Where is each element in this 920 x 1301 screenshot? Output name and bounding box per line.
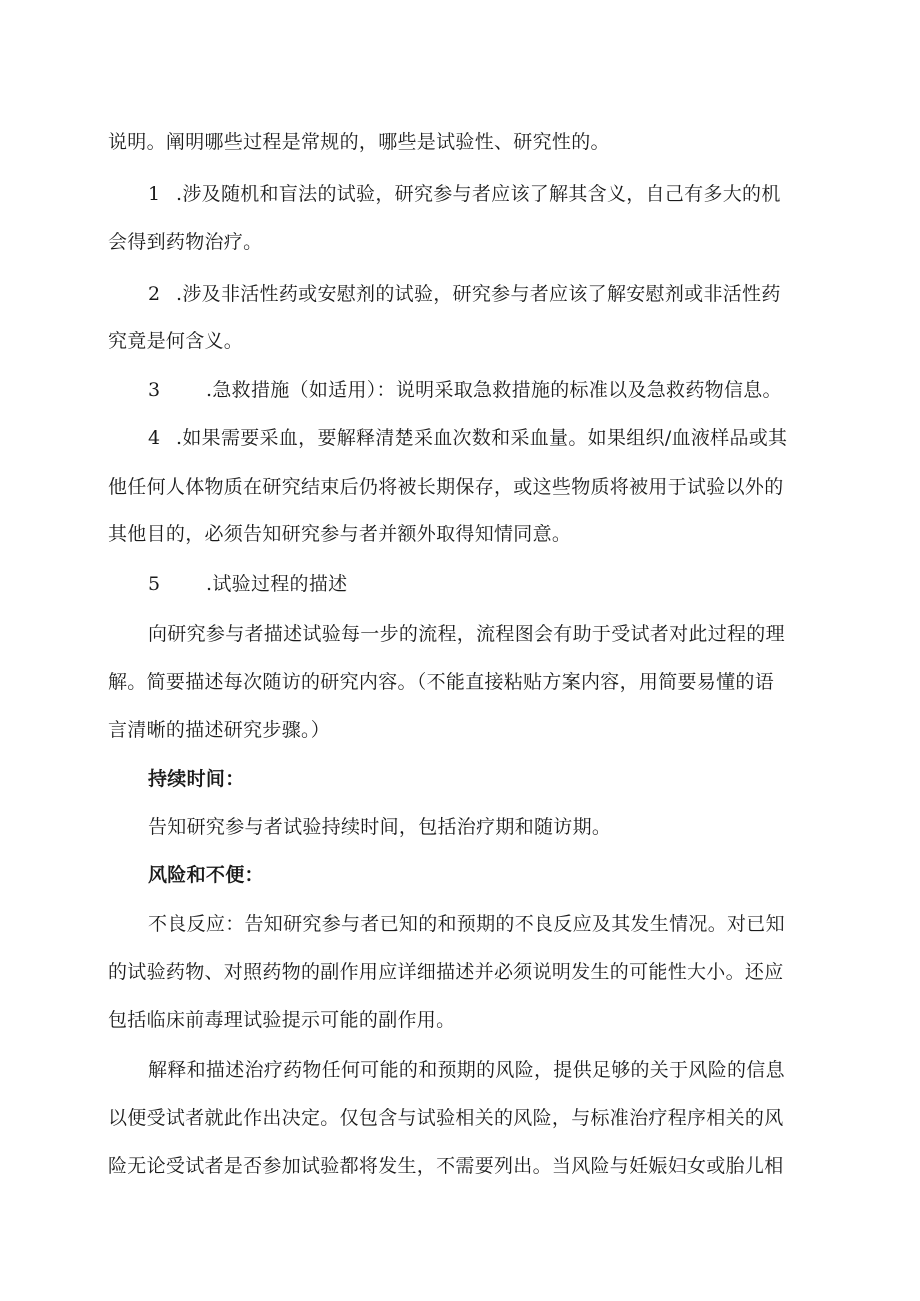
paragraph-line: 解释和描述治疗药物任何可能的和预期的风险，提供足够的关于风险的信息 xyxy=(148,1059,785,1081)
paragraph-line: 以便受试者就此作出决定。仅包含与试验相关的风险，与标准治疗程序相关的风 xyxy=(108,1107,784,1129)
list-text: .急救措施（如适用）：说明采取急救措施的标准以及急救药物信息。 xyxy=(206,379,782,401)
list-number: 4 xyxy=(148,427,161,449)
section-heading-risks: 风险和不便： xyxy=(148,864,264,886)
section-heading-duration: 持续时间： xyxy=(148,768,245,790)
paragraph-line: 他任何人体物质在研究结束后仍将被长期保存，或这些物质将被用于试验以外的 xyxy=(108,476,784,498)
paragraph-line: 究竟是何含义。 xyxy=(108,330,244,352)
list-item-5 xyxy=(148,572,347,596)
list-item-3 xyxy=(148,378,782,402)
paragraph-line: 告知研究参与者试验持续时间，包括治疗期和随访期。 xyxy=(148,816,612,838)
paragraph-line: 解。简要描述每次随访的研究内容。（不能直接粘贴方案内容，用简要易懂的语 xyxy=(108,671,775,693)
paragraph-line: 说明。阐明哪些过程是常规的，哪些是试验性、研究性的。 xyxy=(108,131,610,153)
list-number: 1 xyxy=(148,183,161,205)
paragraph-line: 向研究参与者描述试验每一步的流程，流程图会有助于受试者对此过程的理 xyxy=(148,623,785,645)
paragraph-line: 不良反应：告知研究参与者已知的和预期的不良反应及其发生情况。对已知 xyxy=(148,913,785,935)
paragraph-line: 的试验药物、对照药物的副作用应详细描述并必须说明发生的可能性大小。还应 xyxy=(108,961,784,983)
paragraph-line: 其他目的，必须告知研究参与者并额外取得知情同意。 xyxy=(108,523,572,545)
paragraph-line: 包括临床前毒理试验提示可能的副作用。 xyxy=(108,1009,456,1031)
paragraph-line: 会得到药物治疗。 xyxy=(108,231,263,253)
list-item-2 xyxy=(148,282,781,306)
list-number: 3 xyxy=(148,379,161,401)
list-number: 5 xyxy=(148,573,161,595)
list-text: .涉及随机和盲法的试验，研究参与者应该了解其含义，自己有多大的机 xyxy=(176,183,781,205)
paragraph-line: 险无论受试者是否参加试验都将发生，不需要列出。当风险与妊娠妇女或胎儿相 xyxy=(108,1155,784,1177)
list-text: .试验过程的描述 xyxy=(206,573,348,595)
list-item-4 xyxy=(148,426,787,450)
list-text: .如果需要采血，要解释清楚采血次数和采血量。如果组织/血液样品或其 xyxy=(176,427,788,449)
list-text: .涉及非活性药或安慰剂的试验，研究参与者应该了解安慰剂或非活性药 xyxy=(176,283,781,305)
list-item-1 xyxy=(148,182,781,206)
paragraph-line: 言清晰的描述研究步骤。） xyxy=(108,719,331,741)
list-number: 2 xyxy=(148,283,161,305)
